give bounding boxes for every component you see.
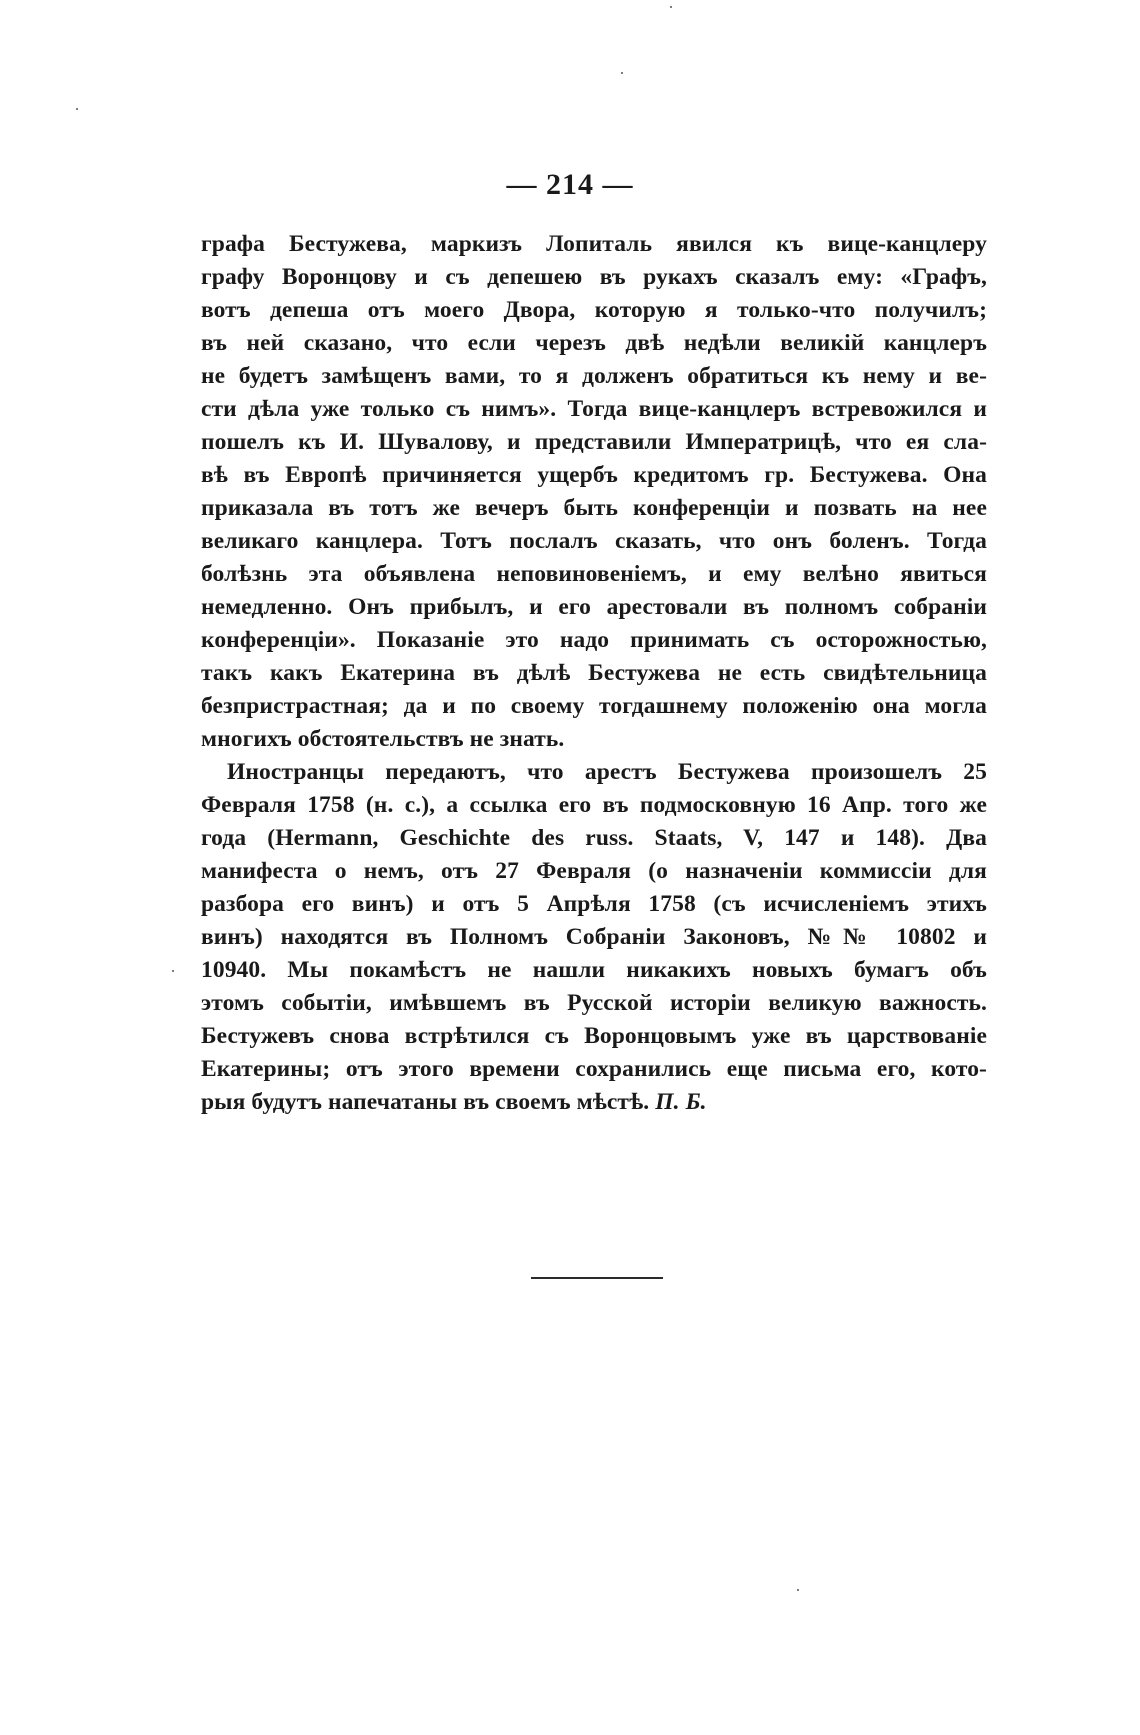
text-line: такъ какъ Екатерина въ дѣлѣ Бестужева не есть свидѣтельница [201,660,987,686]
text-line: этомъ событіи, имѣвшемъ въ Русской исторіи великую важность. [201,990,987,1016]
text-line: пошелъ къ И. Шувалову, и представили Императрицѣ, что ея сла- [201,429,987,455]
text-line: Февраля 1758 (н. с.), а ссылка его въ подмосковную 16 Апр. того же [201,792,987,818]
text-line-final [201,1086,987,1119]
text-line: года (Hermann, Geschichte des russ. Staats, V, 147 и 148). Два [201,825,987,851]
text-line: вѣ въ Европѣ причиняется ущербъ кредитомъ гр. Бестужева. Она [201,462,987,488]
text-line: графу Воронцову и съ депешею въ рукахъ сказалъ ему: «Графъ, [201,264,987,290]
text-line: 10940. Мы покамѣстъ не нашли никакихъ новыхъ бумагъ объ [201,957,987,983]
text-line: немедленно. Онъ прибылъ, и его арестовали въ полномъ собраніи [201,594,987,620]
text-line: Екатерины; отъ этого времени сохранились еще письма его, кото- [201,1056,987,1082]
text-line: конференціи». Показаніе это надо принимать съ осторожностью, [201,627,987,653]
body-text [201,228,987,1119]
page-number: — 214 — [506,168,634,201]
scan-speck [172,970,174,972]
text-line: приказала въ тотъ же вечеръ быть конференціи и позвать на нее [201,495,987,521]
text-line: Иностранцы передаютъ, что арестъ Бестужева произошелъ 25 [227,759,987,785]
text-line: великаго канцлера. Тотъ послалъ сказать, что онъ боленъ. Тогда [201,528,987,554]
author-signature: П. Б. [655,1089,707,1115]
scan-speck [621,72,623,74]
text-line: винъ) находятся въ Полномъ Собраніи Законовъ, №№ 10802 и [201,924,987,950]
text-line: болѣзнь эта объявлена неповиновеніемъ, и ему велѣно явиться [201,561,987,587]
final-line-text: рыя будутъ напечатаны въ своемъ мѣстѣ. [201,1089,650,1115]
scan-speck [797,1589,799,1591]
text-line: разбора его винъ) и отъ 5 Апрѣля 1758 (съ исчисленіемъ этихъ [201,891,987,917]
text-line: сти дѣла уже только съ нимъ». Тогда вице-канцлеръ встревожился и [201,396,987,422]
text-line: не будетъ замѣщенъ вами, то я долженъ обратиться къ нему и ве- [201,363,987,389]
scan-speck [76,108,78,110]
text-line: манифеста о немъ, отъ 27 Февраля (о назначеніи коммиссіи для [201,858,987,884]
text-line: безпристрастная; да и по своему тогдашнему положенію она могла [201,693,987,719]
closing-rule [531,1277,663,1279]
text-line: графа Бестужева, маркизъ Лопиталь явился къ вице-канцлеру [201,231,987,257]
scan-speck [670,6,672,8]
text-line: вотъ депеша отъ моего Двора, которую я только-что получилъ; [201,297,987,323]
text-line: многихъ обстоятельствъ не знать. [201,726,565,752]
text-line: въ ней сказано, что если черезъ двѣ недѣли великій канцлеръ [201,330,987,356]
text-line: Бестужевъ снова встрѣтился съ Воронцовымъ уже въ царствованіе [201,1023,987,1049]
